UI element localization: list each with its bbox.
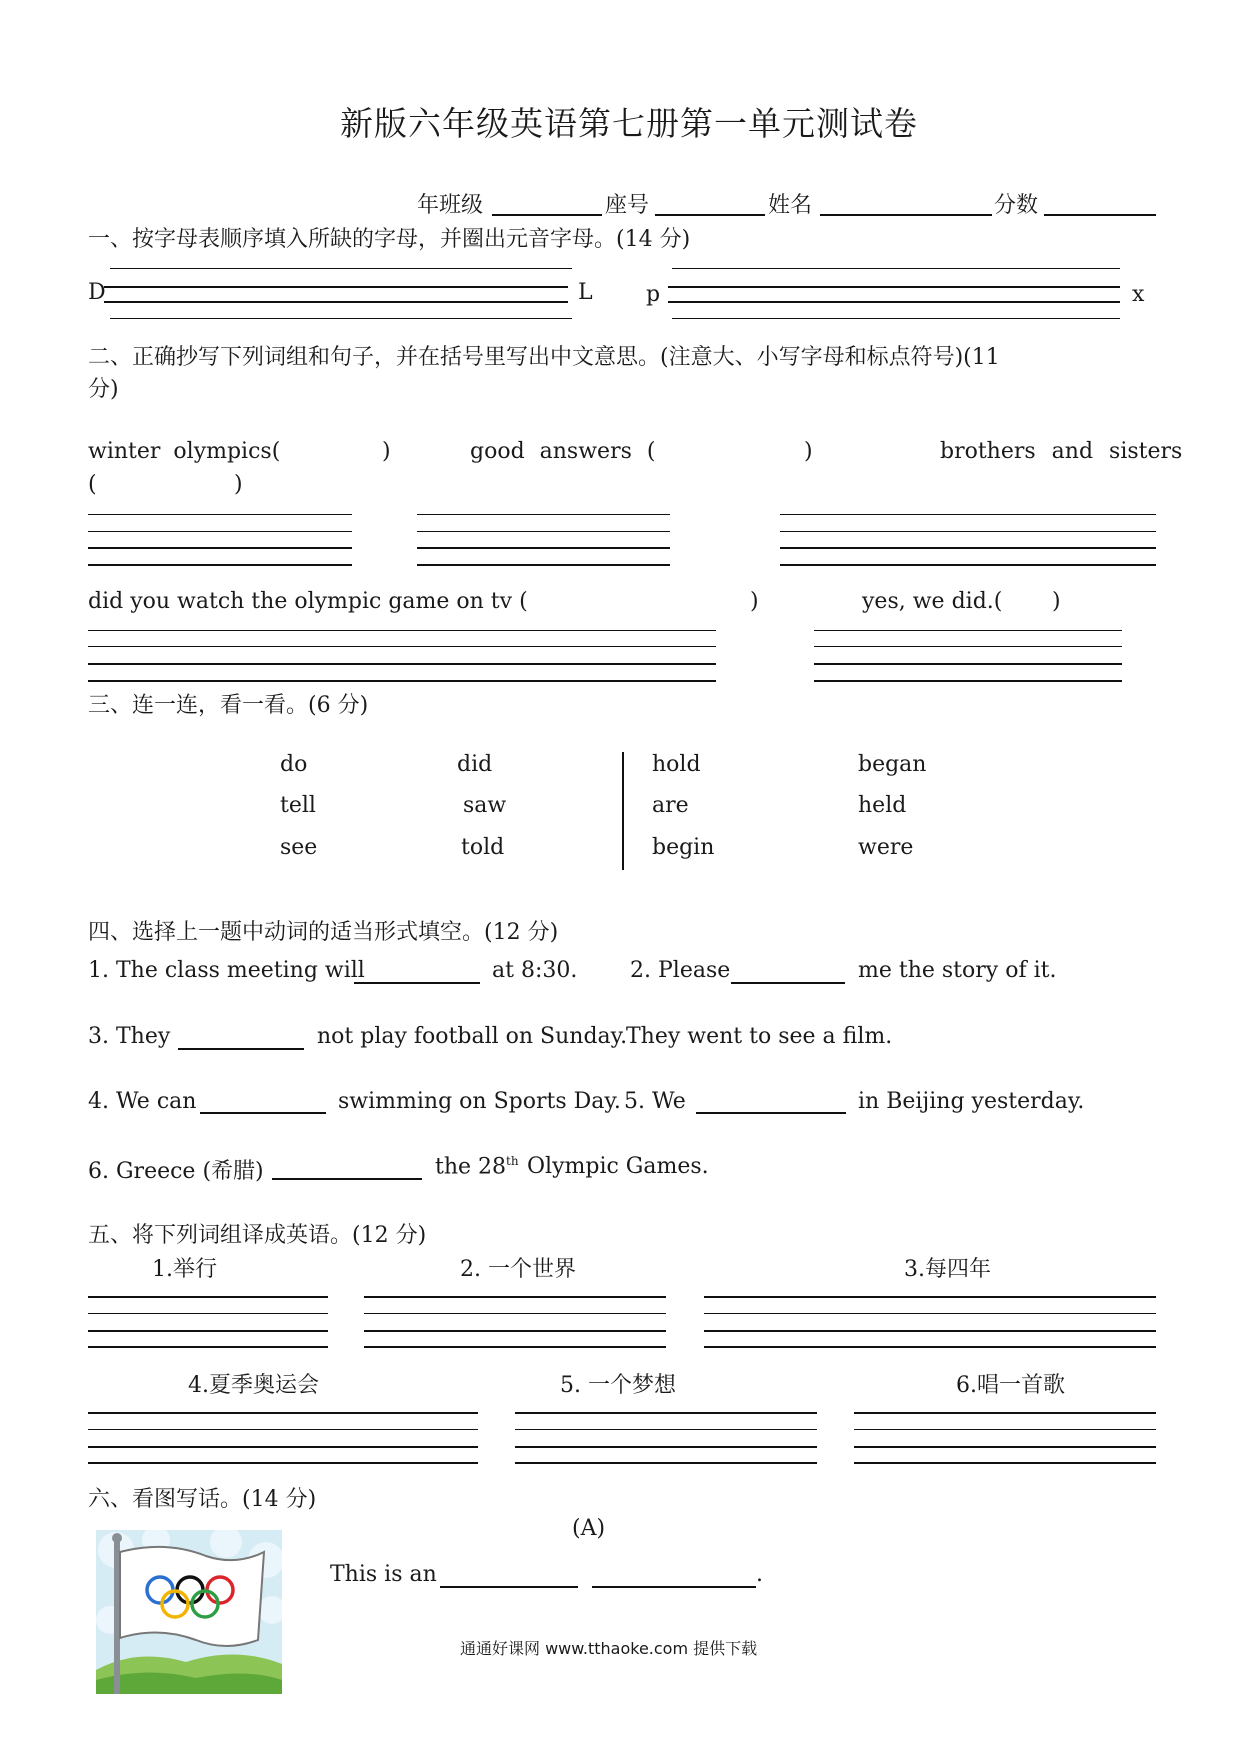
verb-past[interactable]: began bbox=[858, 752, 927, 777]
q5-blank[interactable] bbox=[696, 1112, 846, 1114]
writing-line[interactable] bbox=[668, 286, 1120, 288]
q4-text-end: swimming on Sports Day. bbox=[338, 1089, 621, 1114]
verb-past[interactable]: held bbox=[858, 793, 907, 818]
writing-line[interactable] bbox=[515, 1446, 817, 1448]
q3-text-end: not play football on Sunday. bbox=[317, 1024, 628, 1049]
paren-close: ) bbox=[1052, 589, 1061, 614]
letter-end-2: x bbox=[1132, 282, 1145, 307]
section2-heading: 二、正确抄写下列词组和句子，并在括号里写出中文意思。(注意大、小写字母和标点符号)(11 bbox=[88, 345, 1000, 370]
q2-text: 2. Please bbox=[630, 958, 731, 983]
writing-line bbox=[88, 531, 352, 532]
sentence-yes-we-did: yes, we did.( bbox=[862, 589, 1003, 614]
writing-line[interactable] bbox=[88, 1296, 328, 1298]
verb-base[interactable]: tell bbox=[280, 793, 316, 818]
letter-end-1: L bbox=[578, 280, 593, 305]
sentence-period: . bbox=[756, 1562, 763, 1587]
writing-line[interactable] bbox=[854, 1446, 1156, 1448]
score-field[interactable] bbox=[1044, 214, 1156, 216]
writing-line bbox=[704, 1313, 1156, 1314]
writing-line[interactable] bbox=[417, 564, 670, 566]
name-label: 姓名 bbox=[768, 193, 813, 218]
writing-line bbox=[854, 1429, 1156, 1430]
writing-line[interactable] bbox=[854, 1462, 1156, 1464]
verb-base[interactable]: begin bbox=[652, 835, 715, 860]
writing-line bbox=[88, 630, 716, 631]
writing-line bbox=[110, 268, 572, 269]
q3-extra: They went to see a film. bbox=[626, 1024, 893, 1049]
phrase-good-answers: good answers ( bbox=[470, 439, 656, 464]
writing-line[interactable] bbox=[364, 1296, 666, 1298]
translate-item: 3.每四年 bbox=[904, 1257, 991, 1282]
writing-line bbox=[814, 646, 1122, 647]
writing-line bbox=[672, 318, 1120, 319]
q6-blank[interactable] bbox=[272, 1178, 422, 1180]
letter-start-1: D bbox=[88, 280, 106, 305]
q1-text: 1. The class meeting will bbox=[88, 958, 365, 983]
writing-line[interactable] bbox=[88, 564, 352, 566]
writing-line bbox=[88, 514, 352, 515]
q6-text-mid bbox=[435, 1154, 519, 1179]
paren-open: ( bbox=[88, 472, 97, 497]
writing-line bbox=[780, 514, 1156, 515]
translate-item: 4.夏季奥运会 bbox=[188, 1373, 319, 1398]
phrase-brothers-sisters: brothers and sisters bbox=[940, 439, 1183, 464]
phrase-winter-olympics: winter olympics( bbox=[88, 439, 281, 464]
verb-past[interactable]: saw bbox=[463, 793, 507, 818]
q6-text: 6. Greece (希腊) bbox=[88, 1159, 264, 1184]
writing-line bbox=[88, 1429, 478, 1430]
writing-line bbox=[110, 318, 572, 319]
writing-line[interactable] bbox=[515, 1412, 817, 1414]
writing-line[interactable] bbox=[780, 547, 1156, 549]
q3-blank[interactable] bbox=[178, 1048, 304, 1050]
writing-line[interactable] bbox=[668, 301, 1120, 303]
seat-field[interactable] bbox=[655, 214, 765, 216]
sentence-olympic-tv: did you watch the olympic game on tv ( bbox=[88, 589, 528, 614]
q1-text-end: at 8:30. bbox=[492, 958, 578, 983]
section5-heading: 五、将下列词组译成英语。(12 分) bbox=[88, 1223, 427, 1248]
footer-credit: 通通好课网 www.tthaoke.com 提供下载 bbox=[460, 1639, 758, 1658]
part-label: (A) bbox=[572, 1516, 606, 1541]
writing-line[interactable] bbox=[704, 1296, 1156, 1298]
writing-line[interactable] bbox=[88, 1346, 328, 1348]
writing-line[interactable] bbox=[88, 680, 716, 682]
writing-line[interactable] bbox=[88, 663, 716, 665]
q4-blank[interactable] bbox=[200, 1112, 326, 1114]
translate-item: 2. 一个世界 bbox=[460, 1257, 576, 1282]
writing-line[interactable] bbox=[417, 547, 670, 549]
name-field[interactable] bbox=[820, 214, 992, 216]
writing-line[interactable] bbox=[104, 286, 568, 288]
q5-text: 5. We bbox=[624, 1089, 686, 1114]
q3-text: 3. They bbox=[88, 1024, 171, 1049]
section6-heading: 六、看图写话。(14 分) bbox=[88, 1487, 317, 1512]
q5-text-end: in Beijing yesterday. bbox=[858, 1089, 1085, 1114]
q6-text-end: Olympic Games. bbox=[527, 1154, 709, 1179]
seat-label: 座号 bbox=[605, 193, 650, 218]
translate-item: 5. 一个梦想 bbox=[560, 1373, 676, 1398]
writing-line[interactable] bbox=[515, 1462, 817, 1464]
verb-base[interactable]: are bbox=[652, 793, 689, 818]
q6-ordinal: the 28 bbox=[435, 1154, 507, 1180]
q1-blank[interactable] bbox=[354, 982, 480, 984]
picture-sentence: This is an bbox=[330, 1562, 437, 1587]
answer-blank-1[interactable] bbox=[440, 1586, 578, 1588]
verb-base[interactable]: do bbox=[280, 752, 308, 777]
section1-heading: 一、按字母表顺序填入所缺的字母，并圈出元音字母。(14 分) bbox=[88, 227, 691, 252]
writing-line[interactable] bbox=[704, 1346, 1156, 1348]
translate-item: 6.唱一首歌 bbox=[956, 1373, 1065, 1398]
writing-line bbox=[417, 531, 670, 532]
section4-heading: 四、选择上一题中动词的适当形式填空。(12 分) bbox=[88, 920, 559, 945]
writing-line[interactable] bbox=[88, 1446, 478, 1448]
writing-line bbox=[780, 531, 1156, 532]
writing-line[interactable] bbox=[814, 663, 1122, 665]
writing-line[interactable] bbox=[88, 1330, 328, 1332]
verb-past[interactable]: told bbox=[461, 835, 505, 860]
score-label: 分数 bbox=[994, 193, 1039, 218]
writing-line[interactable] bbox=[854, 1412, 1156, 1414]
verb-base[interactable]: hold bbox=[652, 752, 701, 777]
q6-ordinal-suffix: th bbox=[506, 1154, 519, 1168]
class-field[interactable] bbox=[492, 214, 602, 216]
section3-heading: 三、连一连，看一看。(6 分) bbox=[88, 693, 369, 718]
writing-line bbox=[417, 514, 670, 515]
column-divider bbox=[622, 752, 624, 870]
writing-line[interactable] bbox=[104, 301, 568, 303]
writing-line bbox=[88, 646, 716, 647]
writing-line bbox=[672, 268, 1120, 269]
writing-line[interactable] bbox=[364, 1346, 666, 1348]
writing-line[interactable] bbox=[780, 564, 1156, 566]
writing-line[interactable] bbox=[88, 1412, 478, 1414]
writing-line[interactable] bbox=[364, 1330, 666, 1332]
writing-line[interactable] bbox=[814, 680, 1122, 682]
writing-line[interactable] bbox=[88, 547, 352, 549]
writing-line[interactable] bbox=[704, 1330, 1156, 1332]
page-title: 新版六年级英语第七册第一单元测试卷 bbox=[340, 104, 918, 143]
writing-line bbox=[814, 630, 1122, 631]
class-label: 年班级 bbox=[417, 193, 484, 218]
olympic-flag-image bbox=[96, 1530, 282, 1694]
paren-close: ) bbox=[804, 439, 813, 464]
writing-line[interactable] bbox=[88, 1462, 478, 1464]
paren-close: ) bbox=[750, 589, 759, 614]
q2-blank[interactable] bbox=[731, 982, 845, 984]
answer-blank-2[interactable] bbox=[592, 1586, 756, 1588]
section2-heading-cont: 分) bbox=[88, 377, 119, 402]
letter-start-2: p bbox=[646, 282, 661, 307]
verb-base[interactable]: see bbox=[280, 835, 318, 860]
verb-past[interactable]: were bbox=[858, 835, 914, 860]
translate-item: 1.举行 bbox=[152, 1257, 217, 1282]
paren-close: ) bbox=[234, 472, 243, 497]
q2-text-end: me the story of it. bbox=[858, 958, 1057, 983]
paren-close: ) bbox=[382, 439, 391, 464]
writing-line bbox=[364, 1313, 666, 1314]
writing-line bbox=[515, 1429, 817, 1430]
verb-past[interactable]: did bbox=[457, 752, 493, 777]
q4-text: 4. We can bbox=[88, 1089, 197, 1114]
writing-line bbox=[88, 1313, 328, 1314]
